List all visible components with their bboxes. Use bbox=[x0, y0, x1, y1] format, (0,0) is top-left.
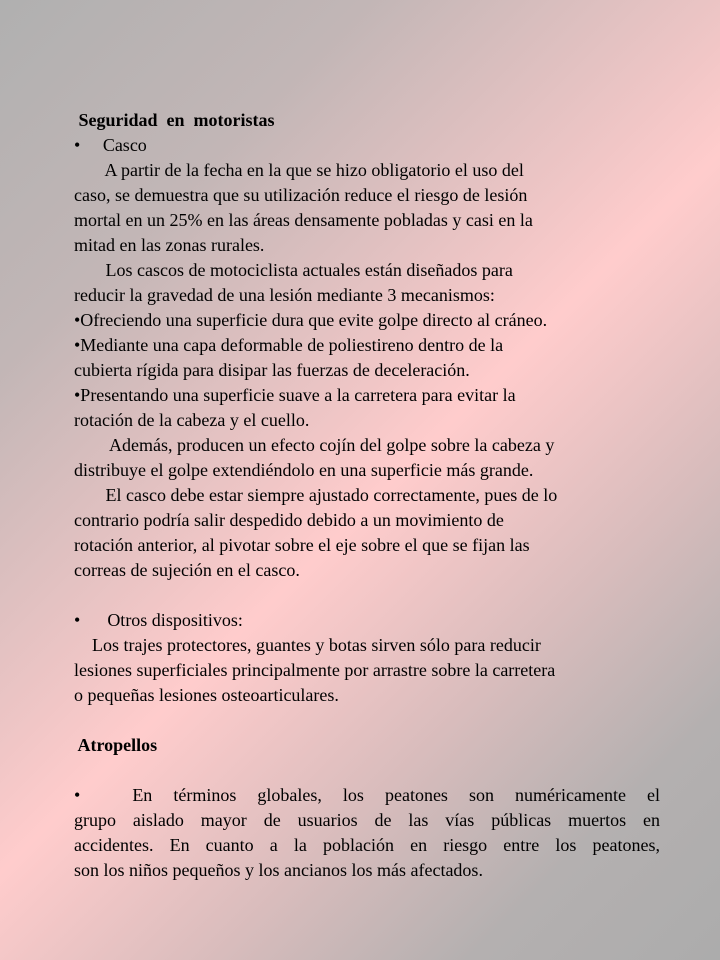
paragraph-line: son los niños pequeños y los ancianos los más afectados. bbox=[74, 860, 483, 880]
paragraph-line: rotación de la cabeza y el cuello. bbox=[74, 410, 310, 430]
justified-line bbox=[74, 783, 660, 808]
list-item: •Mediante una capa deformable de poliestireno dentro de la bbox=[74, 335, 504, 355]
blank-line bbox=[74, 708, 660, 733]
bullet-icon: • bbox=[74, 785, 81, 805]
paragraph-line: mitad en las zonas rurales. bbox=[74, 235, 265, 255]
paragraph-line: reducir la gravedad de una lesión mediante 3 mecanismos: bbox=[74, 285, 495, 305]
bullet-heading-casco bbox=[74, 133, 660, 158]
document-page bbox=[74, 108, 660, 883]
paragraph-line: distribuye el golpe extendiéndolo en una superficie más grande. bbox=[74, 460, 534, 480]
paragraph-line: lesiones superficiales principalmente por arrastre sobre la carretera bbox=[74, 660, 556, 680]
paragraph-line: A partir de la fecha en la que se hizo obligatorio el uso del bbox=[74, 160, 524, 180]
paragraph-line: o pequeñas lesiones osteoarticulares. bbox=[74, 685, 339, 705]
section-title-atropellos: Atropellos bbox=[74, 735, 158, 755]
paragraph-text: En términos globales, los peatones son numéricamente el bbox=[132, 785, 660, 805]
paragraph-line: rotación anterior, al pivotar sobre el eje sobre el que se fijan las bbox=[74, 535, 530, 555]
paragraph-line: mortal en un 25% en las áreas densamente pobladas y casi en la bbox=[74, 210, 533, 230]
paragraph-line: cubierta rígida para disipar las fuerzas de deceleración. bbox=[74, 360, 470, 380]
list-item: •Ofreciendo una superficie dura que evite golpe directo al cráneo. bbox=[74, 310, 548, 330]
bullet-heading-otros bbox=[74, 608, 660, 633]
paragraph-line: caso, se demuestra que su utilización reduce el riesgo de lesión bbox=[74, 185, 528, 205]
paragraph-line: El casco debe estar siempre ajustado correctamente, pues de lo bbox=[74, 485, 558, 505]
bullet-icon: • bbox=[74, 135, 81, 155]
heading-otros: Otros dispositivos: bbox=[80, 610, 243, 630]
heading-casco: Casco bbox=[80, 135, 147, 155]
blank-line bbox=[74, 758, 660, 783]
paragraph-line: contrario podría salir despedido debido a un movimiento de bbox=[74, 510, 504, 530]
paragraph-line: Los trajes protectores, guantes y botas sirven sólo para reducir bbox=[74, 635, 541, 655]
justified-line: grupo aislado mayor de usuarios de las vías públicas muertos en bbox=[74, 810, 660, 830]
bullet-icon: • bbox=[74, 610, 81, 630]
paragraph-line: Además, producen un efecto cojín del golpe sobre la cabeza y bbox=[74, 435, 555, 455]
paragraph-line: correas de sujeción en el casco. bbox=[74, 560, 300, 580]
blank-line bbox=[74, 583, 660, 608]
section-title-seguridad: Seguridad en motoristas bbox=[74, 110, 275, 130]
list-item: •Presentando una superficie suave a la carretera para evitar la bbox=[74, 385, 516, 405]
justified-line: accidentes. En cuanto a la población en riesgo entre los peatones, bbox=[74, 835, 660, 855]
paragraph-line: Los cascos de motociclista actuales están diseñados para bbox=[74, 260, 513, 280]
